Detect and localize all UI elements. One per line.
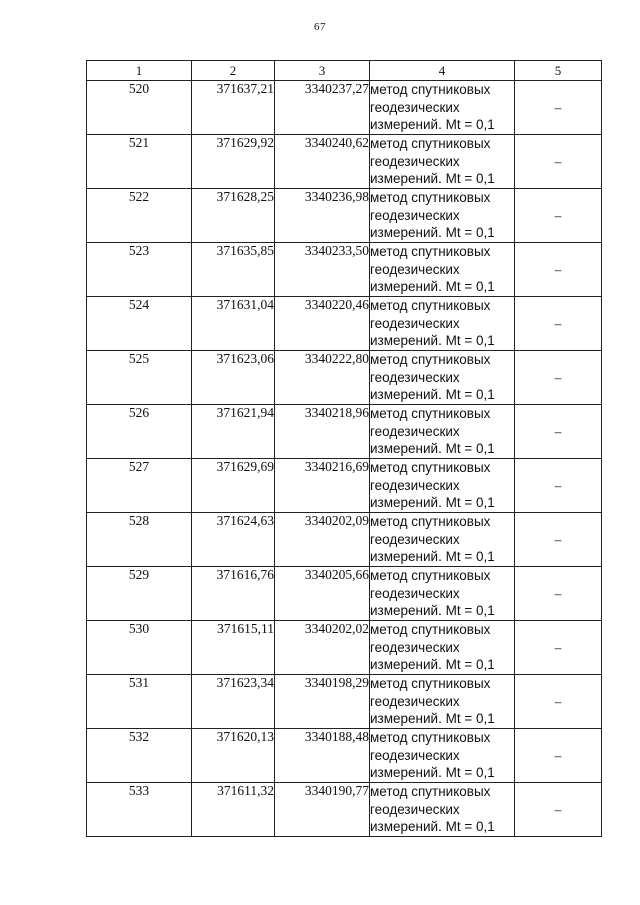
y-coordinate-cell: 3340205,66 — [275, 567, 370, 621]
method-line: измерений. Mt = 0,1 — [370, 657, 495, 672]
y-coordinate-cell: 3340202,09 — [275, 513, 370, 567]
y-coordinate-cell: 3340218,96 — [275, 405, 370, 459]
method-line: геодезических — [370, 693, 460, 709]
x-coordinate-cell: 371629,92 — [192, 135, 275, 189]
method-cell — [370, 135, 515, 189]
column-5-cell: – — [515, 243, 602, 297]
method-line: геодезических — [370, 639, 460, 655]
method-line: метод спутниковых — [370, 730, 491, 745]
method-line: геодезических — [370, 747, 460, 763]
header-row — [87, 61, 602, 81]
table-row — [87, 135, 602, 189]
point-number-cell: 523 — [87, 243, 192, 297]
method-line: геодезических — [370, 369, 460, 385]
y-coordinate-cell: 3340236,98 — [275, 189, 370, 243]
method-cell — [370, 513, 515, 567]
point-number-cell: 532 — [87, 729, 192, 783]
x-coordinate-cell: 371635,85 — [192, 243, 275, 297]
method-line: измерений. Mt = 0,1 — [370, 117, 495, 132]
table-row — [87, 459, 602, 513]
method-cell — [370, 243, 515, 297]
point-number-cell: 526 — [87, 405, 192, 459]
method-line: метод спутниковых — [370, 460, 491, 475]
method-line: метод спутниковых — [370, 622, 491, 637]
table-row — [87, 189, 602, 243]
y-coordinate-cell: 3340237,27 — [275, 81, 370, 135]
method-cell — [370, 297, 515, 351]
y-coordinate-cell: 3340198,29 — [275, 675, 370, 729]
point-number-cell: 524 — [87, 297, 192, 351]
method-line: измерений. Mt = 0,1 — [370, 387, 495, 402]
method-line: метод спутниковых — [370, 784, 491, 799]
table-row — [87, 513, 602, 567]
method-line: измерений. Mt = 0,1 — [370, 441, 495, 456]
point-number-cell: 525 — [87, 351, 192, 405]
method-line: геодезических — [370, 207, 460, 223]
point-number-cell: 531 — [87, 675, 192, 729]
column-5-cell: – — [515, 783, 602, 837]
x-coordinate-cell: 371628,25 — [192, 189, 275, 243]
table-row — [87, 675, 602, 729]
method-line: метод спутниковых — [370, 406, 491, 421]
method-line: геодезических — [370, 99, 460, 115]
column-5-cell: – — [515, 351, 602, 405]
method-line: измерений. Mt = 0,1 — [370, 549, 495, 564]
method-line: метод спутниковых — [370, 244, 491, 259]
method-line: метод спутниковых — [370, 568, 491, 583]
column-5-cell: – — [515, 621, 602, 675]
column-5-cell: – — [515, 567, 602, 621]
y-coordinate-cell: 3340202,02 — [275, 621, 370, 675]
x-coordinate-cell: 371623,34 — [192, 675, 275, 729]
point-number-cell: 529 — [87, 567, 192, 621]
x-coordinate-cell: 371631,04 — [192, 297, 275, 351]
method-line: измерений. Mt = 0,1 — [370, 333, 495, 348]
method-line: измерений. Mt = 0,1 — [370, 171, 495, 186]
method-line: геодезических — [370, 477, 460, 493]
table-row — [87, 783, 602, 837]
column-5-cell: – — [515, 135, 602, 189]
method-cell — [370, 567, 515, 621]
x-coordinate-cell: 371624,63 — [192, 513, 275, 567]
method-line: измерений. Mt = 0,1 — [370, 711, 495, 726]
method-cell — [370, 459, 515, 513]
method-line: измерений. Mt = 0,1 — [370, 495, 495, 510]
method-line: метод спутниковых — [370, 514, 491, 529]
y-coordinate-cell: 3340240,62 — [275, 135, 370, 189]
method-cell — [370, 81, 515, 135]
method-line: измерений. Mt = 0,1 — [370, 225, 495, 240]
table-body — [87, 81, 602, 837]
header-col-4: 4 — [370, 61, 515, 81]
method-cell — [370, 351, 515, 405]
x-coordinate-cell: 371629,69 — [192, 459, 275, 513]
column-5-cell: – — [515, 513, 602, 567]
x-coordinate-cell: 371623,06 — [192, 351, 275, 405]
method-line: геодезических — [370, 261, 460, 277]
header-col-1: 1 — [87, 61, 192, 81]
column-5-cell: – — [515, 81, 602, 135]
y-coordinate-cell: 3340188,48 — [275, 729, 370, 783]
method-cell — [370, 729, 515, 783]
method-cell — [370, 783, 515, 837]
y-coordinate-cell: 3340216,69 — [275, 459, 370, 513]
point-number-cell: 530 — [87, 621, 192, 675]
method-cell — [370, 621, 515, 675]
x-coordinate-cell: 371615,11 — [192, 621, 275, 675]
y-coordinate-cell: 3340220,46 — [275, 297, 370, 351]
method-cell — [370, 675, 515, 729]
point-number-cell: 533 — [87, 783, 192, 837]
y-coordinate-cell: 3340222,80 — [275, 351, 370, 405]
column-5-cell: – — [515, 405, 602, 459]
header-col-3: 3 — [275, 61, 370, 81]
method-line: метод спутниковых — [370, 82, 491, 97]
table-row — [87, 297, 602, 351]
x-coordinate-cell: 371616,76 — [192, 567, 275, 621]
method-cell — [370, 189, 515, 243]
method-line: измерений. Mt = 0,1 — [370, 819, 495, 834]
method-line: геодезических — [370, 423, 460, 439]
point-number-cell: 522 — [87, 189, 192, 243]
method-line: геодезических — [370, 801, 460, 817]
method-line: измерений. Mt = 0,1 — [370, 279, 495, 294]
column-5-cell: – — [515, 675, 602, 729]
table-row — [87, 351, 602, 405]
method-line: метод спутниковых — [370, 352, 491, 367]
table-row — [87, 243, 602, 297]
method-line: метод спутниковых — [370, 298, 491, 313]
point-number-cell: 527 — [87, 459, 192, 513]
coordinates-table — [86, 60, 602, 837]
method-line: геодезических — [370, 153, 460, 169]
column-5-cell: – — [515, 189, 602, 243]
method-line: геодезических — [370, 531, 460, 547]
point-number-cell: 528 — [87, 513, 192, 567]
table-row — [87, 621, 602, 675]
column-5-cell: – — [515, 459, 602, 513]
point-number-cell: 520 — [87, 81, 192, 135]
method-line: измерений. Mt = 0,1 — [370, 765, 495, 780]
y-coordinate-cell: 3340190,77 — [275, 783, 370, 837]
point-number-cell: 521 — [87, 135, 192, 189]
header-col-2: 2 — [192, 61, 275, 81]
table-row — [87, 567, 602, 621]
method-line: геодезических — [370, 315, 460, 331]
table-row — [87, 405, 602, 459]
method-line: измерений. Mt = 0,1 — [370, 603, 495, 618]
y-coordinate-cell: 3340233,50 — [275, 243, 370, 297]
x-coordinate-cell: 371621,94 — [192, 405, 275, 459]
column-5-cell: – — [515, 729, 602, 783]
method-line: геодезических — [370, 585, 460, 601]
table-row — [87, 81, 602, 135]
page-number: 67 — [314, 21, 326, 33]
method-cell — [370, 405, 515, 459]
header-col-5: 5 — [515, 61, 602, 81]
x-coordinate-cell: 371611,32 — [192, 783, 275, 837]
x-coordinate-cell: 371637,21 — [192, 81, 275, 135]
method-line: метод спутниковых — [370, 190, 491, 205]
method-line: метод спутниковых — [370, 676, 491, 691]
table-header — [87, 61, 602, 81]
column-5-cell: – — [515, 297, 602, 351]
x-coordinate-cell: 371620,13 — [192, 729, 275, 783]
table-row — [87, 729, 602, 783]
method-line: метод спутниковых — [370, 136, 491, 151]
